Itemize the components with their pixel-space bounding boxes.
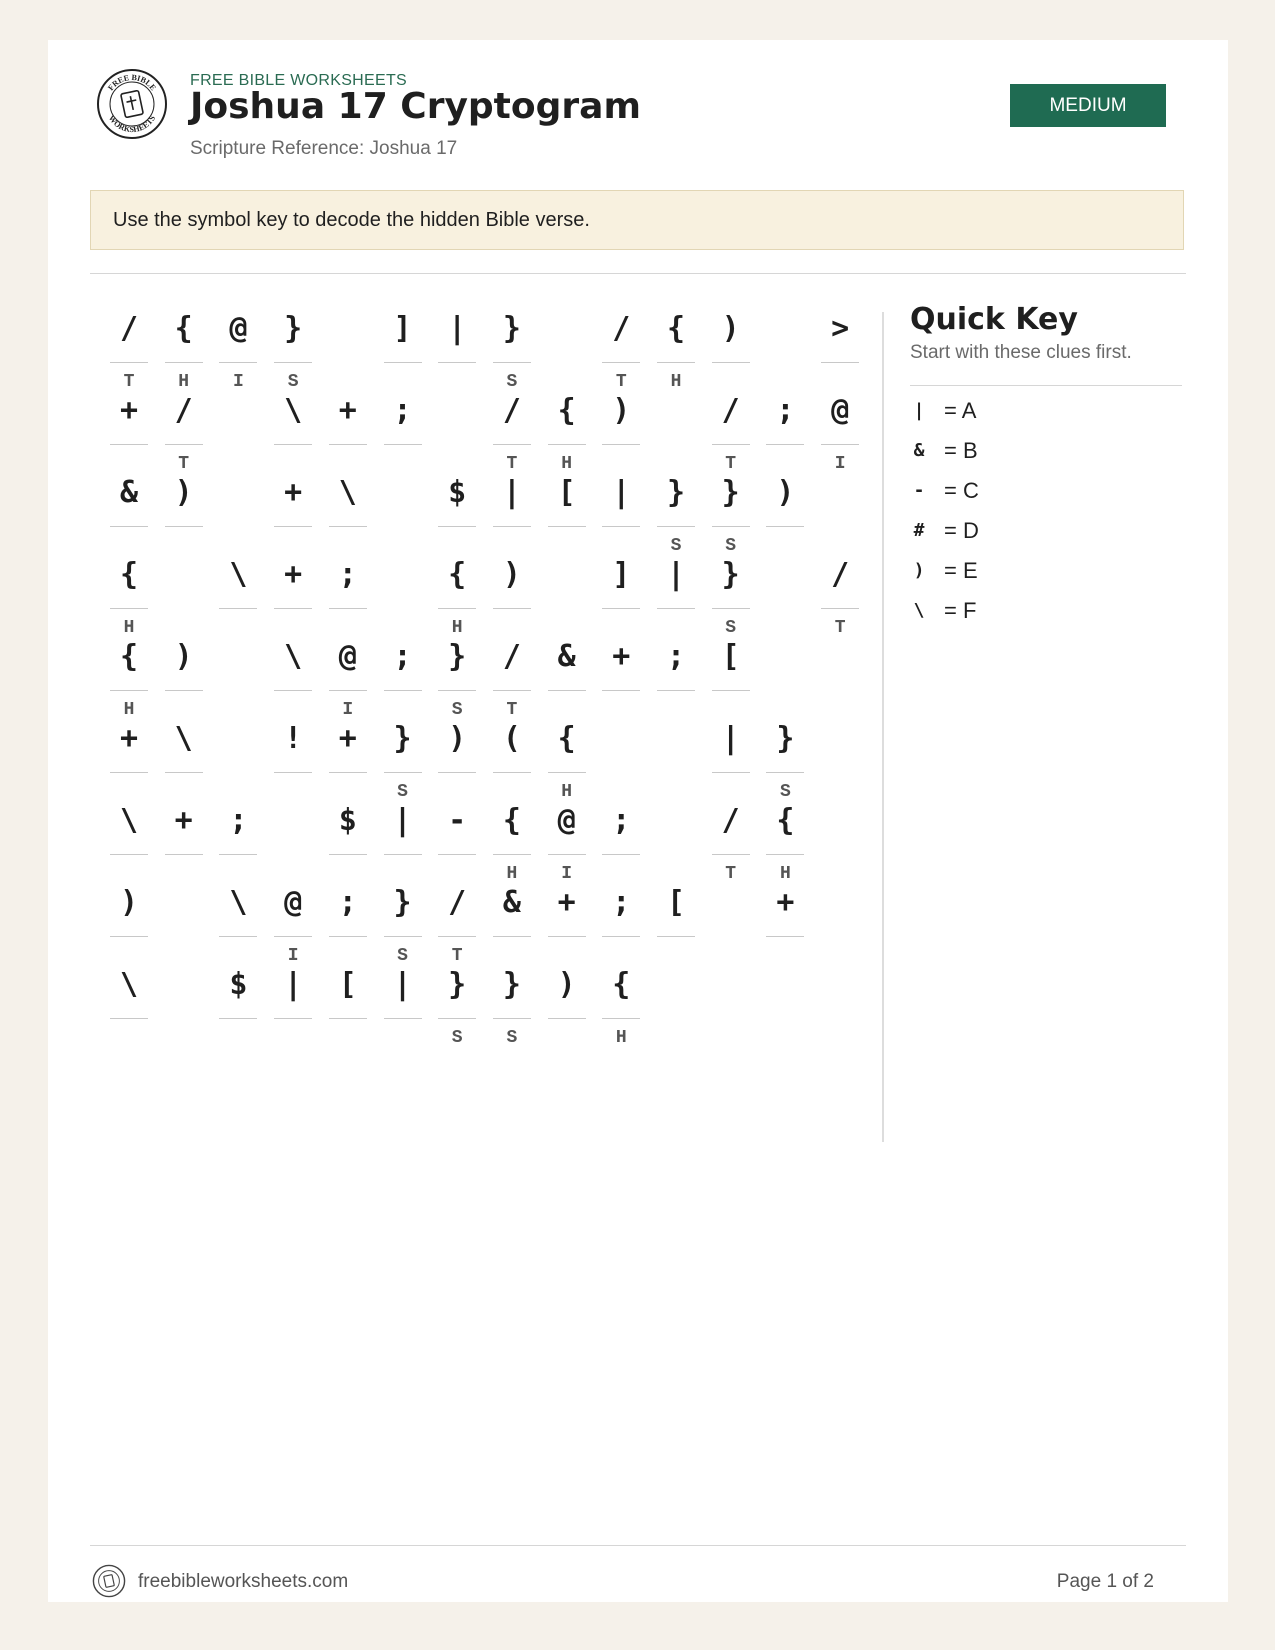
cipher-symbol: + [119, 393, 139, 428]
quick-key-divider [910, 385, 1182, 386]
answer-line[interactable] [493, 608, 531, 609]
cipher-symbol: + [338, 393, 357, 428]
hint-letter: H [561, 782, 572, 802]
hint-letter: H [451, 618, 463, 638]
answer-line[interactable] [438, 936, 476, 937]
hint-letter: I [232, 372, 244, 392]
quick-key-symbol: - [913, 480, 925, 501]
cipher-symbol: [ [338, 967, 357, 1002]
answer-line[interactable] [274, 690, 312, 691]
hint-letter: T [506, 700, 518, 720]
answer-line[interactable] [602, 936, 640, 937]
cipher-symbol: [ [666, 885, 686, 920]
cipher-symbol: { [776, 803, 795, 838]
answer-line[interactable] [493, 854, 531, 855]
hint-letter: H [615, 1028, 627, 1048]
cipher-symbol: | [284, 967, 303, 1002]
cipher-symbol: { [557, 393, 576, 428]
footer-logo [92, 1564, 126, 1598]
cipher-symbol: ; [612, 803, 631, 838]
cipher-symbol: } [393, 885, 412, 920]
hint-letter: T [834, 618, 846, 638]
answer-line[interactable] [493, 690, 531, 691]
page-number: Page 1 of 2 [1056, 1571, 1154, 1592]
scripture-reference: Scripture Reference: Joshua 17 [190, 138, 458, 159]
cipher-symbol: @ [338, 639, 357, 674]
quick-key-value: = F [944, 598, 977, 623]
hint-letter: H [779, 864, 791, 884]
cipher-symbol: | [612, 475, 631, 510]
answer-line[interactable] [110, 362, 148, 363]
answer-line[interactable] [384, 444, 422, 445]
answer-line[interactable] [548, 526, 586, 527]
answer-line[interactable] [602, 526, 640, 527]
answer-line[interactable] [110, 1018, 148, 1019]
hint-letter: H [506, 864, 518, 884]
cipher-symbol: / [612, 311, 631, 346]
cipher-symbol: { [557, 721, 576, 756]
cipher-symbol: $ [229, 967, 248, 1002]
cipher-symbol: { [502, 803, 521, 838]
cipher-symbol: \ [119, 967, 139, 1002]
cipher-symbol: ; [393, 639, 412, 674]
quick-key-item [910, 554, 1182, 594]
answer-line[interactable] [438, 1018, 476, 1019]
cipher-symbol: \ [338, 475, 357, 510]
hint-letter: H [178, 372, 190, 392]
answer-line[interactable] [110, 936, 148, 937]
answer-line[interactable] [712, 526, 750, 527]
answer-line[interactable] [493, 1018, 531, 1019]
cipher-symbol: } [502, 967, 521, 1002]
svg-text:FREE BIBLE: FREE BIBLE [106, 72, 158, 93]
answer-line[interactable] [329, 854, 367, 855]
answer-line[interactable] [493, 526, 531, 527]
cipher-symbol: } [448, 639, 467, 674]
column-divider [882, 312, 884, 1142]
cipher-symbol: ; [612, 885, 631, 920]
cipher-symbol: { [119, 639, 139, 674]
answer-line[interactable] [110, 444, 148, 445]
cipher-symbol: / [174, 393, 193, 428]
hint-letter: T [725, 864, 737, 884]
answer-line[interactable] [274, 362, 312, 363]
answer-line[interactable] [712, 690, 750, 691]
hint-letter: I [834, 454, 846, 474]
answer-line[interactable] [438, 526, 476, 527]
answer-line[interactable] [274, 526, 312, 527]
cipher-symbol: / [502, 393, 521, 428]
answer-line[interactable] [329, 690, 367, 691]
answer-line[interactable] [821, 362, 859, 363]
answer-line[interactable] [821, 608, 859, 609]
cipher-symbol: | [721, 721, 740, 756]
cipher-symbol: ) [119, 885, 139, 920]
cipher-symbol: @ [284, 885, 303, 920]
answer-line[interactable] [493, 936, 531, 937]
cipher-symbol: + [284, 475, 303, 510]
cipher-symbol: / [721, 803, 740, 838]
hint-letter: T [725, 454, 737, 474]
cipher-symbol: \ [284, 639, 303, 674]
cipher-symbol: ( [502, 721, 521, 756]
cipher-symbol: \ [229, 557, 248, 592]
cipher-symbol: } [721, 475, 740, 510]
answer-line[interactable] [657, 526, 695, 527]
answer-line[interactable] [712, 854, 750, 855]
answer-line[interactable] [438, 854, 476, 855]
answer-line[interactable] [165, 526, 203, 527]
cipher-symbol: ) [776, 475, 795, 510]
answer-line[interactable] [712, 444, 750, 445]
cipher-symbol: / [448, 885, 467, 920]
hint-letter: S [506, 1028, 518, 1048]
quick-key-symbol: # [913, 520, 925, 541]
hint-letter: S [397, 782, 408, 802]
cipher-symbol: ) [557, 967, 576, 1002]
brand-name: FREE BIBLE WORKSHEETS [190, 72, 408, 89]
answer-line[interactable] [438, 608, 476, 609]
cipher-symbol: \ [119, 803, 139, 838]
hint-letter: H [561, 454, 572, 474]
difficulty-badge: MEDIUM [1010, 84, 1166, 127]
answer-line[interactable] [165, 854, 203, 855]
hint-letter: I [342, 700, 354, 720]
answer-line[interactable] [493, 772, 531, 773]
cipher-symbol: > [831, 311, 850, 346]
cipher-symbol: + [284, 557, 303, 592]
cipher-symbol: + [776, 885, 795, 920]
cipher-symbol: & [119, 475, 139, 510]
cipher-symbol: { [448, 557, 467, 592]
hint-letter: S [397, 946, 408, 966]
hint-letter: H [670, 372, 682, 392]
cipher-symbol: { [119, 557, 139, 592]
instructions-box: Use the symbol key to decode the hidden Bible verse. [90, 190, 1184, 250]
cipher-symbol: } [448, 967, 467, 1002]
quick-key-value: = A [944, 398, 977, 423]
quick-key-symbol: \ [913, 600, 925, 621]
cipher-symbol: $ [448, 475, 467, 510]
quick-key-symbol: & [913, 440, 925, 461]
cipher-symbol: \ [229, 885, 248, 920]
cipher-symbol: ; [229, 803, 248, 838]
answer-line[interactable] [110, 526, 148, 527]
cipher-symbol: } [721, 557, 740, 592]
cipher-symbol: ! [284, 721, 303, 756]
svg-text:WORKSHEETS: WORKSHEETS [106, 113, 158, 135]
answer-line[interactable] [274, 772, 312, 773]
answer-line[interactable] [110, 772, 148, 773]
answer-line[interactable] [165, 362, 203, 363]
cipher-symbol: ) [448, 721, 467, 756]
answer-line[interactable] [219, 936, 257, 937]
cipher-symbol: / [721, 393, 740, 428]
answer-line[interactable] [329, 608, 367, 609]
answer-line[interactable] [493, 362, 531, 363]
hint-letter: I [561, 864, 572, 884]
quick-key-symbol: | [913, 400, 925, 421]
answer-line[interactable] [602, 444, 640, 445]
cipher-symbol: { [666, 311, 686, 346]
cipher-symbol: @ [831, 393, 850, 428]
answer-line[interactable] [548, 1018, 586, 1019]
cipher-symbol: } [284, 311, 303, 346]
cipher-symbol: ] [393, 311, 412, 346]
hint-letter: T [506, 454, 518, 474]
answer-line[interactable] [602, 608, 640, 609]
quick-key-list [910, 394, 1182, 634]
quick-key-item [910, 394, 1182, 434]
answer-line[interactable] [548, 772, 586, 773]
answer-line[interactable] [766, 936, 804, 937]
page-title: Joshua 17 Cryptogram [190, 86, 641, 127]
cipher-symbol: / [831, 557, 850, 592]
answer-line[interactable] [329, 936, 367, 937]
cryptogram-grid [48, 40, 878, 1140]
answer-line[interactable] [548, 936, 586, 937]
answer-line[interactable] [657, 936, 695, 937]
answer-line[interactable] [438, 690, 476, 691]
answer-line[interactable] [329, 444, 367, 445]
answer-line[interactable] [602, 1018, 640, 1019]
quick-key-value: = D [944, 518, 979, 543]
hint-letter: S [451, 700, 463, 720]
answer-line[interactable] [712, 362, 750, 363]
cipher-symbol: ; [338, 557, 357, 592]
cipher-symbol: & [557, 639, 576, 674]
answer-line[interactable] [384, 690, 422, 691]
hint-letter: S [287, 372, 299, 392]
cipher-symbol: + [612, 639, 631, 674]
footer-divider [90, 1545, 1186, 1546]
answer-line[interactable] [274, 608, 312, 609]
cipher-symbol: @ [229, 311, 248, 346]
cipher-symbol: ; [666, 639, 686, 674]
cipher-symbol: ) [174, 475, 193, 510]
quick-key-item [910, 594, 1182, 634]
cipher-symbol: \ [284, 393, 303, 428]
answer-line[interactable] [821, 444, 859, 445]
cipher-symbol: + [119, 721, 139, 756]
answer-line[interactable] [602, 690, 640, 691]
cipher-symbol: / [502, 639, 521, 674]
cipher-symbol: | [393, 803, 412, 838]
cipher-symbol: ; [776, 393, 795, 428]
cipher-symbol: } [393, 721, 412, 756]
hint-letter: T [178, 454, 190, 474]
answer-line[interactable] [274, 936, 312, 937]
quick-key-item [910, 514, 1182, 554]
quick-key-value: = E [944, 558, 978, 583]
answer-line[interactable] [657, 608, 695, 609]
answer-line[interactable] [493, 444, 531, 445]
answer-line[interactable] [766, 772, 804, 773]
quick-key-subtitle: Start with these clues first. [910, 342, 1132, 363]
cipher-symbol: } [666, 475, 686, 510]
worksheet-page [48, 40, 1228, 1602]
answer-line[interactable] [219, 608, 257, 609]
hint-letter: S [506, 372, 518, 392]
hint-letter: H [123, 618, 135, 638]
answer-line[interactable] [438, 362, 476, 363]
answer-line[interactable] [548, 444, 586, 445]
cipher-symbol: @ [557, 803, 576, 838]
cipher-symbol: | [666, 557, 686, 592]
cipher-symbol: { [174, 311, 193, 346]
quick-key-item [910, 474, 1182, 514]
answer-line[interactable] [384, 772, 422, 773]
cipher-symbol: - [448, 803, 467, 838]
cipher-symbol: $ [338, 803, 357, 838]
hint-letter: S [725, 618, 737, 638]
answer-line[interactable] [712, 772, 750, 773]
hint-letter: H [123, 700, 135, 720]
answer-line[interactable] [165, 772, 203, 773]
answer-line[interactable] [219, 854, 257, 855]
quick-key-value: = C [944, 478, 979, 503]
cipher-symbol: } [502, 311, 521, 346]
answer-line[interactable] [219, 362, 257, 363]
answer-line[interactable] [329, 1018, 367, 1019]
hint-letter: S [779, 782, 791, 802]
hint-letter: T [615, 372, 627, 392]
answer-line[interactable] [110, 690, 148, 691]
cipher-symbol: ) [612, 393, 631, 428]
answer-line[interactable] [165, 690, 203, 691]
answer-line[interactable] [110, 608, 148, 609]
cipher-symbol: [ [557, 475, 576, 510]
answer-line[interactable] [384, 362, 422, 363]
answer-line[interactable] [657, 690, 695, 691]
answer-line[interactable] [602, 362, 640, 363]
answer-line[interactable] [548, 854, 586, 855]
cipher-symbol: + [557, 885, 576, 920]
quick-key-value: = B [944, 438, 978, 463]
answer-line[interactable] [766, 854, 804, 855]
cipher-symbol: + [338, 721, 357, 756]
cipher-symbol: + [174, 803, 193, 838]
answer-line[interactable] [110, 854, 148, 855]
cipher-symbol: | [502, 475, 521, 510]
cipher-symbol: [ [721, 639, 740, 674]
hint-letter: S [670, 536, 682, 556]
hint-letter: S [725, 536, 737, 556]
cipher-symbol: { [612, 967, 631, 1002]
answer-line[interactable] [384, 1018, 422, 1019]
answer-line[interactable] [657, 362, 695, 363]
cipher-symbol: } [776, 721, 795, 756]
hint-letter: I [287, 946, 299, 966]
quick-key-title: Quick Key [910, 302, 1078, 337]
answer-line[interactable] [384, 936, 422, 937]
answer-line[interactable] [438, 772, 476, 773]
answer-line[interactable] [274, 1018, 312, 1019]
cipher-symbol: | [393, 967, 412, 1002]
answer-line[interactable] [766, 526, 804, 527]
answer-line[interactable] [602, 854, 640, 855]
footer-website: freebibleworksheets.com [138, 1571, 349, 1592]
hint-letter: T [123, 372, 135, 392]
cipher-symbol: ] [612, 557, 631, 592]
hint-letter: T [451, 946, 463, 966]
cipher-symbol: ) [502, 557, 521, 592]
answer-line[interactable] [384, 854, 422, 855]
answer-line[interactable] [548, 690, 586, 691]
cipher-symbol: ; [393, 393, 412, 428]
answer-line[interactable] [712, 608, 750, 609]
answer-line[interactable] [274, 444, 312, 445]
hint-letter: S [451, 1028, 463, 1048]
cipher-symbol: ; [338, 885, 357, 920]
quick-key-item [910, 434, 1182, 474]
cipher-symbol: ) [721, 311, 740, 346]
quick-key-symbol: ) [913, 560, 925, 581]
cipher-symbol: | [448, 311, 467, 346]
cipher-symbol: \ [174, 721, 193, 756]
cipher-symbol: ) [174, 639, 193, 674]
cipher-symbol: & [502, 885, 521, 920]
answer-line[interactable] [219, 1018, 257, 1019]
answer-line[interactable] [165, 444, 203, 445]
answer-line[interactable] [329, 772, 367, 773]
answer-line[interactable] [329, 526, 367, 527]
answer-line[interactable] [766, 444, 804, 445]
cipher-symbol: / [119, 311, 139, 346]
